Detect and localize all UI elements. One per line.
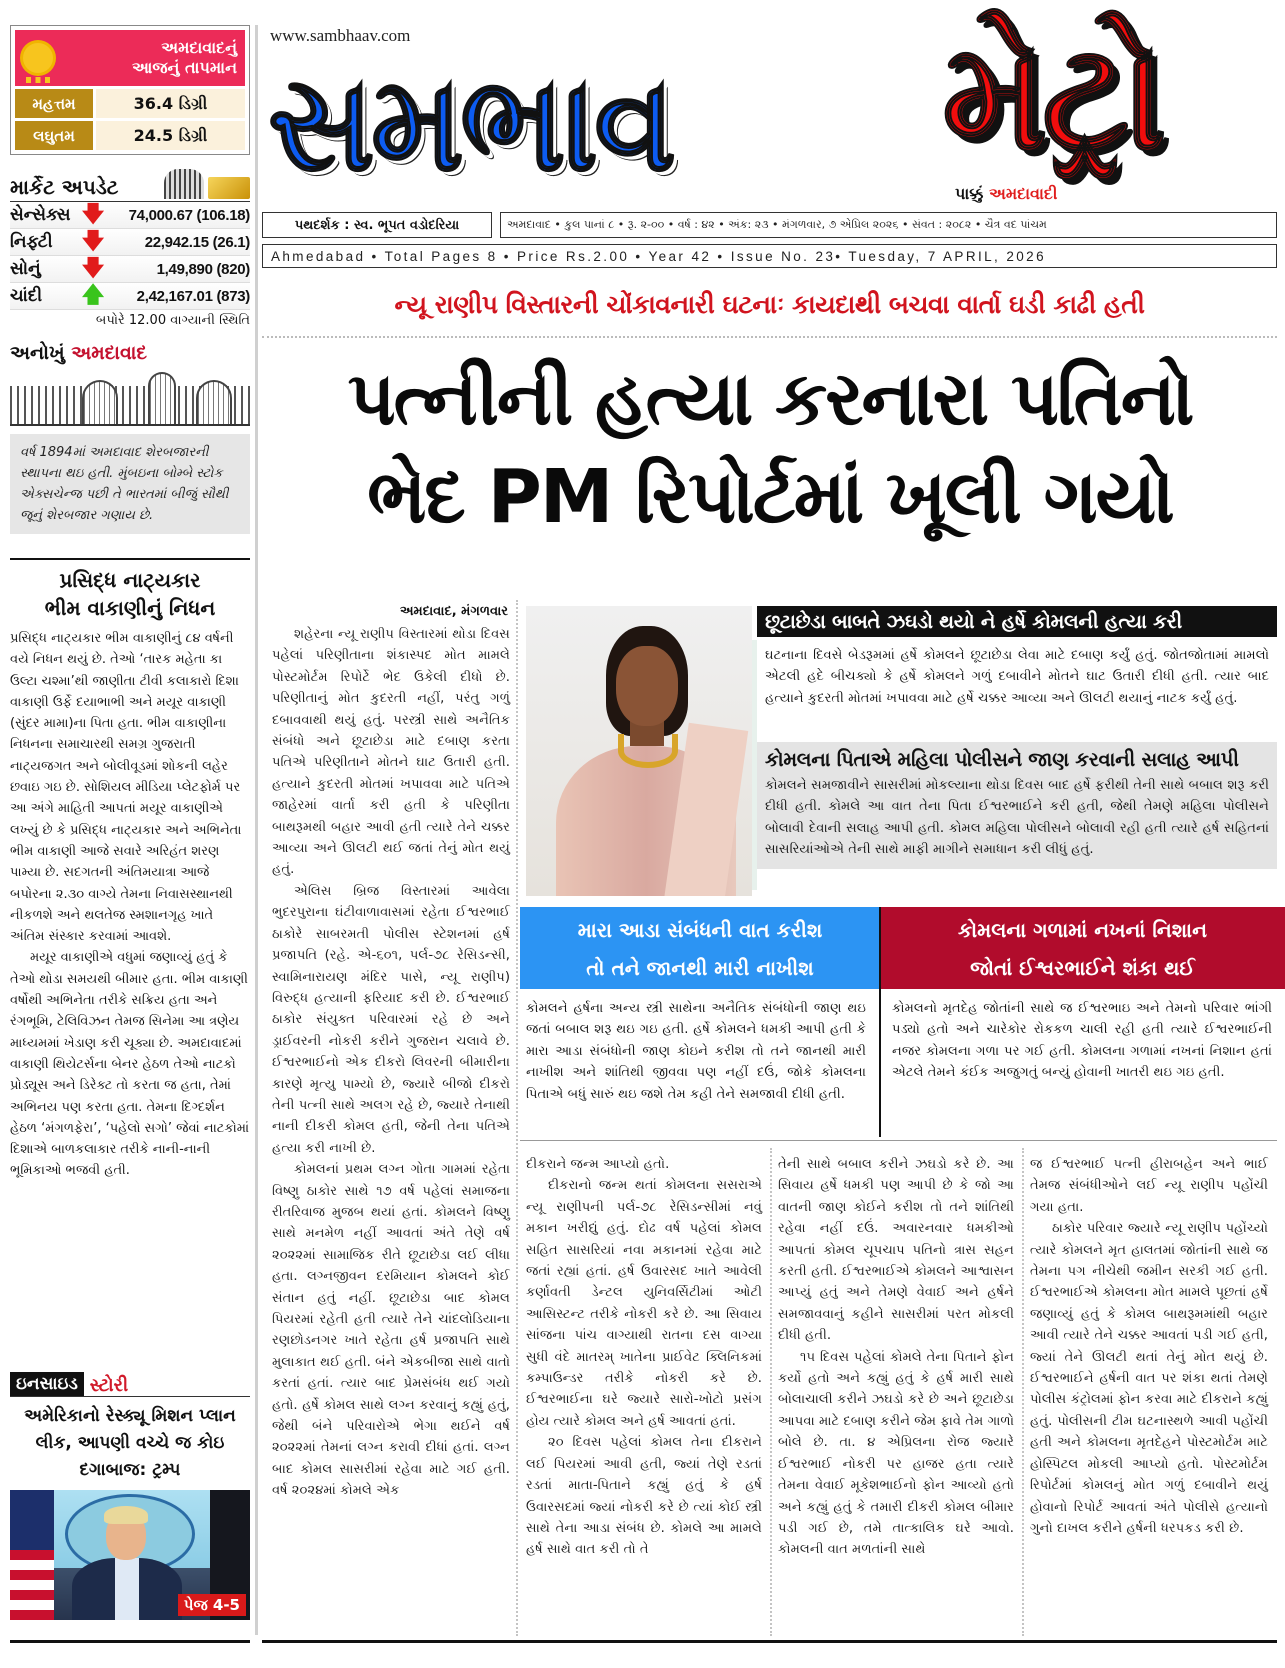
- weather-header: [15, 30, 245, 86]
- market-value: 2,42,167.01 (873): [136, 287, 250, 305]
- obituary-article: [10, 558, 250, 1182]
- max-temp-value: 36.4 ડિગ્રી: [96, 89, 245, 118]
- market-row-nifty: [10, 229, 250, 256]
- market-value: 22,942.15 (26.1): [144, 233, 250, 251]
- box-c-heading-line1: મારા આડા સંબંધની વાત કરીશ: [577, 918, 823, 942]
- box-b-heading: કોમલના પિતાએ મહિલા પોલીસને જાણ કરવાની સલાહ આપી: [765, 748, 1239, 771]
- horizontal-divider: [520, 1140, 1277, 1141]
- column-divider: [1022, 1148, 1024, 1636]
- weather-row-min: [15, 121, 245, 150]
- stock-exchange-building-icon: [164, 169, 204, 199]
- left-sidebar: [10, 25, 250, 1182]
- weather-title-line2: આજનું તાપમાન: [131, 58, 237, 77]
- min-temp-label: લઘુતમ: [15, 121, 93, 150]
- box-b-text: કોમલને સમજાવીને સાસરીમાં મોકલ્યાના થોડા દિવસ બાદ હર્ષે ફરીથી તેની સાથે બબાલ શરૂ કરી દીધી હતી. કોમલે આ વાત તેના પિતા ઈશ્વરભાઈને કરી હતી, જેથી તેમણે મહિલા પોલીસને બોલાવી દેવાની સલાહ આપી હતી. કોમલ મહિલા પોલીસને બોલાવી રહી હતી ત્યારે હર્ષ સહિતનાં સાસરિયાંઓએ તેની સાથે માફી માગીને સમાધાન કરી લીધું હતું.: [765, 778, 1269, 858]
- market-update: [10, 169, 250, 328]
- article-paragraph: એલિસ બ્રિજ વિસ્તારમાં આવેલા ભુદરપુરાના ઘંટીવાળાવાસમાં રહેતા ઈશ્વરભાઈ ઠાકોરે સાબરમતી પોલીસ સ્ટેશનમાં હર્ષ પ્રજાપતિ (રહે. એ-૬૦૧, પર્લ-૭૮ રેસિડન્સી, સ્વામિનારાયણ મંદિર પાસે, ન્યૂ રાણીપ) વિરુદ્ધ હત્યાની ફરિયાદ કરી છે. ઈશ્વરભાઈ ઠાકોર સંયુક્ત પરિવારમાં રહે છે અને ડ્રાઈવરની નોકરી કરીને ગુજરાન ચલાવે છે. ઈશ્વરભાઈનો એક દીકરો લિવરની બીમારીના કારણે મૃત્યુ પામ્યો છે, જ્યારે બીજો દીકરો તેની પત્ની સાથે અલગ રહે છે, જ્યારે તેનાથી નાની દીકરી કોમલ હતી, જેની તેના પતિએ હત્યા કરી નાખી છે.: [272, 883, 510, 1156]
- main-headline: [270, 350, 1270, 546]
- market-header: [10, 169, 250, 202]
- arrow-up-icon: 🡅: [81, 283, 105, 308]
- skyline-dome: [82, 380, 118, 424]
- article-paragraph: તેની સાથે બબાલ કરીને ઝઘડો કરે છે. આ સિવાય હર્ષે ધમકી પણ આપી છે કે જો આ વાતની જાણ કોઈને કરીશ તો તને શાંતિથી રહેવા નહીં દઉં. અવારનવાર ધમકીઓ આપતાં કોમલ ચૂપચાપ પતિનો ત્રાસ સહન કરતી હતી. ઈશ્વરભાઈએ કોમલને આશ્વાસન આપ્યું હતું અને તેમણે વેવાઈ અને હર્ષને સમજાવવાનું કહીને સાસરીમાં પરત મોકલી દીધી હતી.: [778, 1157, 1014, 1344]
- anokhu-title-black: અનોખું: [10, 342, 65, 364]
- market-row-silver: [10, 283, 250, 310]
- arrow-down-icon: 🡇: [81, 229, 105, 254]
- market-title: માર્કેટ અપડેટ: [10, 175, 119, 199]
- weather-row-max: [15, 89, 245, 118]
- obituary-title-line2: ભીમ વાકાણીનું નિધન: [44, 596, 216, 620]
- gujarati-edition-info: અમદાવાદ • કુલ પાનાં ૮ • રૂ. ૨-૦૦ • વર્ષ : ૪૨ • અંક: ૨૩ • મંગળવાર, ૭ એપ્રિલ ૨૦૨૬ • સંવત : ૨૦૮૨ • ચૈત્ર વદ પાંચમ: [500, 212, 1277, 238]
- publisher-credit: પથદર્શક : સ્વ. ભૂપત વડોદરિયા: [262, 212, 492, 238]
- box-a-text: ઘટનાના દિવસે બેડરૂમમાં હર્ષે કોમલને છૂટાછેડા લેવા માટે દબાણ કર્યું હતું. જોતજોતામાં મામલો એટલી હદે બીચક્યો કે હર્ષે કોમલને ગળું દબાવીને મોતને ઘાટ ઉતારી દીધી હતી. ત્યાર બાદ હત્યાને કુદરતી મોતમાં ખપાવવા માટે હર્ષે ચક્કર આવ્યા અને ઊલટી થયાનું નાટક કર્યું હતું.: [765, 648, 1269, 706]
- max-temp-label: મહત્તમ: [15, 89, 93, 118]
- article-paragraph: કોમલનાં પ્રથમ લગ્ન ગોતા ગામમાં રહેતા વિષ્ણુ ઠાકોર સાથે ૧૭ વર્ષ પહેલાં સમાજના રીતરિવાજ મુજબ થયાં હતાં. કોમલને વિષ્ણુ સાથે મનમેળ નહીં આવતાં અંતે તેણે વર્ષ ૨૦૨૨માં સામાજિક રીતે છૂટાછેડા લઈ લીધા હતા. લગ્નજીવન દરમિયાન કોમલને કોઈ સંતાન હતું નહીં. છૂટાછેડા બાદ કોમલ પિયરમાં રહેતી હતી ત્યારે તેને ચાંદલોડિયાના રણછોડનગર ખાતે રહેતા હર્ષ પ્રજાપતિ સાથે મુલાકાત થઈ હતી. બંને એકબીજા સાથે વાતો કરતાં હતાં. ત્યાર બાદ પ્રેમસંબંધ થઈ ગયો હતો. હર્ષે કોમલ સાથે લગ્ન કરવાનું કહ્યું હતું, જેથી બંને પરિવારોએ ભેગા થઈને વર્ષ ૨૦૨૨માં તેમનાં લગ્ન કરાવી દીધાં હતાં. લગ્ન બાદ કોમલ સાસરીમાં રહેવા માટે ગઈ હતી. વર્ષ ૨૦૨૪માં કોમલે એક: [272, 1162, 510, 1499]
- anokhu-title-red: અમદાવાદ: [71, 342, 148, 364]
- box-divider: [879, 907, 881, 1137]
- logo-tagline: [952, 184, 1060, 204]
- arrow-down-icon: 🡇: [81, 202, 105, 227]
- column-divider: [255, 25, 258, 1635]
- dateline: અમદાવાદ, મંગળવાર: [399, 604, 508, 619]
- article-paragraph: ૧૫ દિવસ પહેલાં કોમલે તેના પિતાને ફોન કર્યો હતો અને કહ્યું હતું કે હર્ષ મારી સાથે બોલાચાલી કરીને ઝઘડો કરે છે અને છૂટાછેડા આપવા માટે દબાણ કરીને જેમ ફાવે તેમ ગાળો બોલે છે. તા. ૪ એપ્રિલના રોજ જ્યારે ઈશ્વરભાઈ નોકરી પર હાજર હતા ત્યારે તેમના વેવાઈ મૂકેશભાઈનો ફોન આવ્યો હતો અને કહ્યું હતું કે તમારી દીકરી કોમલ બીમાર પડી ગઈ છે, તમે તાત્કાલિક ઘરે આવો. કોમલની વાત મળતાંની સાથે: [778, 1349, 1014, 1558]
- us-flag-image: [10, 1490, 54, 1620]
- page-reference-badge: પેજ 4-5: [178, 1594, 246, 1616]
- skyline-dome: [196, 380, 232, 424]
- obituary-body: [10, 628, 250, 1182]
- inside-story-tag: [10, 1372, 250, 1397]
- obituary-title: [10, 566, 250, 622]
- box-d-text: કોમલનો મૃતદેહ જોતાંની સાથે જ ઈશ્વરભાઇ અને તેમનો પરિવાર ભાંગી પડ્યો હતો અને ચારેકોર રોકકળ ચાલી રહી હતી ત્યારે ઈશ્વરભાઈની નજર કોમલના ગળા પર ગઈ હતી. કોમલના ગળામાં નખનાં નિશાન હતાં એટલે તેમને કંઈક અજુગતું બન્યું હોવાની ખાતરી થઇ ગઇ હતી.: [892, 1001, 1272, 1081]
- article-paragraph: દીકરાને જન્મ આપ્યો હતો.: [526, 1157, 670, 1172]
- photo-face: [616, 646, 678, 726]
- article-paragraph: જ ઈશ્વરભાઈ પત્ની હીરાબહેન અને ભાઈ તેમજ સંબંધીઓને લઈ ન્યૂ રાણીપ પહોંચી ગયા હતા.: [1030, 1157, 1268, 1215]
- market-name: ચાંદી: [10, 286, 43, 306]
- market-row-sensex: [10, 202, 250, 229]
- tagline-red: અમદાવાદી: [988, 184, 1058, 203]
- inside-story-title[interactable]: અમેરિકાનો રેસ્ક્યૂ મિશન પ્લાન લીક, આપણી વચ્ચે જ કોઇ દગાબાજ: ટ્રમ્પ: [24, 1406, 236, 1480]
- obituary-title-line1: પ્રસિદ્ધ નાટ્યકાર: [59, 568, 201, 592]
- tagline-black: પાક્કું: [955, 184, 984, 203]
- obituary-paragraph: પ્રસિદ્ધ નાટ્યકાર ભીમ વાકાણીનું ૮૪ વર્ષની વયે નિધન થયું છે. તેઓ ‘તારક મહેતા કા ઉલ્ટા ચશ્મા’થી જાણીતા ટીવી કલાકારો દિશા વાકાણી ઉર્ફે દયાભાભી અને મયૂર વાકાણી (સુંદર મામા)ના પિતા હતા. ભીમ વાકાણીના નિધનના સમાચારથી સમગ્ર ગુજરાતી નાટ્યજગત અને બોલીવૂડમાં શોકની લહેર છવાઇ ગઇ છે. સોશિયલ મીડિયા પ્લેટફોર્મ પર આ અંગે માહિતી આપતાં મયૂર વાકાણીએ લખ્યું છે કે પ્રસિદ્ધ નાટ્યકાર અને અભિનેતા ભીમ વાકાણી આજે સવારે અરિહંત શરણ પામ્યા છે. સદગતની અંતિમયાત્રા આજે બપોરના ૨.૩૦ વાગ્યે તેમના નિવાસસ્થાનથી નીકળશે અને થલતેજ સ્મશાનગૃહ ખાતે અંતિમ સંસ્કાર કરવામાં આવશે.: [10, 631, 242, 945]
- person-shirt: [115, 1558, 139, 1620]
- photo-necklace: [618, 734, 678, 768]
- market-art: [164, 169, 250, 199]
- market-note: બપોરે 12.00 વાગ્યાની સ્થિતિ: [95, 313, 250, 328]
- sidebar-box-divorce-dispute: [757, 606, 1277, 717]
- person-hair: [104, 1506, 148, 1524]
- newspaper-logo: સમભાવ: [268, 47, 673, 201]
- anokhu-amdavad: [10, 342, 250, 534]
- min-temp-value: 24.5 ડિગ્રી: [96, 121, 245, 150]
- box-d-banner: [880, 907, 1285, 989]
- headline-line2: ભેદ PM રિપોર્ટમાં ખૂલી ગયો: [367, 454, 1173, 540]
- victim-photo: [526, 606, 752, 896]
- article-column-4: [1030, 1154, 1268, 1539]
- dotted-divider: [262, 336, 1277, 338]
- article-paragraph: ૨૦ દિવસ પહેલાં કોમલ તેના દીકરાને લઈ પિયરમાં આવી હતી, જ્યાં તેણે રડતાં રડતાં માતા-પિતાને કહ્યું હતું કે હર્ષ ઉવારસદમાં જ્યાં નોકરી કરે છે ત્યાં કોઈ સ્ત્રી સાથે તેના આડા સંબંધ છે. કોમલે આ મામલે હર્ષ સાથે વાત કરી તો તે: [526, 1435, 762, 1558]
- article-paragraph: દીકરાનો જન્મ થતાં કોમલના સસરાએ ન્યૂ રાણીપની પર્લ-૭૮ રેસિડન્સીમાં નવું મકાન ખરીદ્યું હતું. દોઢ વર્ષ પહેલાં કોમલ સહિત સાસરિયાં નવા મકાનમાં રહેવા માટે જતાં રહ્યાં હતાં. હર્ષ ઉવારસદ ખાતે આવેલી કર્ણાવતી ડેન્ટલ યુનિવર્સિટીમાં ઓટી આસિસ્ટન્ટ તરીકે નોકરી કરે છે. આ સિવાય સાંજના પાંચ વાગ્યાથી રાતના દસ વાગ્યા સુધી વંદે માતરમ્ ખાતેના પ્રાઈવેટ ક્લિનિકમાં કમ્પાઉન્ડર તરીકે નોકરી કરે છે. ઈશ્વરભાઈના ઘરે જ્યારે સારો-ખોટો પ્રસંગ હોય ત્યારે કોમલ અને હર્ષ આવતાં હતાં.: [526, 1178, 762, 1429]
- inside-tag-black: ઇનસાઇડ: [10, 1372, 84, 1396]
- gold-bars-icon: [208, 177, 250, 199]
- english-edition-info: Ahmedabad • Total Pages 8 • Price Rs.2.00 • Year 42 • Issue No. 23• Tuesday, 7 APRIL, 2026: [262, 244, 1277, 268]
- inside-story-photo: [10, 1490, 250, 1620]
- article-paragraph: શહેરના ન્યૂ રાણીપ વિસ્તારમાં થોડા દિવસ પહેલાં પરિણીતાના શંકાસ્પદ મોત મામલે પોસ્ટમોર્ટમ રિપોર્ટે ભેદ ઉકેલી દીધો છે. પરિણીતાનું મોત કુદરતી નહીં, પરંતુ ગળું દબાવવાથી થયું હતું. પરસ્ત્રી સાથે અનૈતિક સંબંધો અને છૂટાછેડા માટે દબાણ કરતા પતિએ પરિણીતાને મોતને ઘાટ ઉતારી હતી. હત્યાને કુદરતી મોતમાં ખપાવવા માટે પતિએ જાહેરમાં વાર્તા કરી હતી કે પરિણીતા બાથરૂમથી બહાર આવી હતી ત્યારે તેને ચક્કર આવ્યા અને ઊલટી થઈ જતાં તેનું મોત થયું હતું.: [272, 627, 510, 878]
- market-name: સેન્સેક્સ: [10, 205, 71, 225]
- sidebar-box-father-advice: [757, 742, 1277, 869]
- metro-logo: મેટ્રો: [942, 10, 1161, 184]
- sidebar-bottom-rule: [10, 1640, 250, 1643]
- edition-info-row: [262, 212, 1277, 238]
- story-kicker: ન્યૂ રાણીપ વિસ્તારની ચોંકાવનારી ઘટનાઃ કાયદાથી બચવા વાર્તા ઘડી કાઢી હતી: [394, 290, 1145, 319]
- website-url[interactable]: www.sambhaav.com: [270, 26, 411, 45]
- article-column-2: [526, 1154, 762, 1561]
- box-c-banner: [520, 907, 880, 989]
- box-c-text: કોમલને હર્ષના અન્ય સ્ત્રી સાથેના અનૈતિક સંબંધોની જાણ થઇ જતાં બબાલ શરૂ થઇ ગઇ હતી. હર્ષે કોમલને ધમકી આપી હતી કે મારા આડા સંબંધોની જાણ કોઇને કરીશ તો તને જાનથી મારી નાખીશ અને શાંતિથી જીવવા પણ નહીં દઉં, જોકે કોમલના પિતાએ બધું સારું થઇ જશે તેમ કહી તેને સમજાવી દીધી હતી.: [526, 1001, 866, 1102]
- market-name: સોનું: [10, 259, 41, 279]
- market-value: 74,000.67 (106.18): [128, 206, 250, 224]
- masthead: [262, 10, 1277, 207]
- anokhu-title: [10, 342, 250, 364]
- article-paragraph: ઠાકોર પરિવાર જ્યારે ન્યૂ રાણીપ પહોંચ્યો ત્યારે કોમલને મૃત હાલતમાં જોતાંની સાથે જ તેમના પગ નીચેથી જમીન સરકી ગઈ હતી. ઈશ્વરભાઈએ કોમલના મોત મામલે પૂછતાં હર્ષે જણાવ્યું હતું કે કોમલ બાથરૂમમાંથી બહાર આવી ત્યારે તેને ચક્કર આવતાં પડી ગઈ હતી, જ્યાં તેને ઊલટી થતાં તેનું મોત થયું છે. ઈશ્વરભાઈને હર્ષની વાત પર શંકા થતાં તેમણે પોલીસ કંટ્રોલમાં ફોન કરવા માટે દીકરાને કહ્યું હતું. પોલીસની ટીમ ઘટનાસ્થળે આવી પહોંચી હતી અને કોમલના મૃતદેહને પોસ્ટમોર્ટમ માટે હોસ્પિટલ મોકલી આપ્યો હતો. પોસ્ટમોર્ટમ રિપોર્ટમાં કોમલનું મોત ગળું દબાવીને થયું હોવાનો રિપોર્ટ આવતાં અંતે પોલીસે હત્યાનો ગુનો દાખલ કરીને હર્ષની ધરપકડ કરી છે.: [1030, 1221, 1268, 1536]
- weather-box: [10, 25, 250, 155]
- sun-icon: [23, 43, 53, 73]
- box-d-heading-line1: કોમલના ગળામાં નખનાં નિશાન: [958, 918, 1207, 942]
- column-divider: [516, 600, 518, 1636]
- box-d-heading-line2: જોતાં ઈશ્વરભાઈને શંકા થઈ: [970, 956, 1195, 980]
- arrow-down-icon: 🡇: [81, 256, 105, 281]
- market-value: 1,49,890 (820): [156, 260, 250, 278]
- inside-tag-red: સ્ટોરી: [89, 1375, 129, 1396]
- page-bottom-rule: [262, 1640, 1277, 1643]
- headline-line1: પત્નીની હત્યા કરનારા પતિનો: [347, 356, 1193, 442]
- box-c-heading-line2: તો તને જાનથી મારી નાખીશ: [586, 956, 814, 980]
- skyline-tower: [148, 372, 176, 424]
- box-a-heading: છૂટાછેડા બાબતે ઝઘડો થયો ને હર્ષે કોમલની હત્યા કરી: [757, 606, 1277, 637]
- weather-title: [73, 38, 237, 78]
- article-column-1: [272, 624, 510, 1502]
- inside-story[interactable]: [10, 1372, 250, 1620]
- market-row-gold: [10, 256, 250, 283]
- weather-title-line1: અમદાવાદનું: [161, 38, 237, 57]
- ahmedabad-skyline-illustration: [10, 368, 250, 426]
- article-column-3: [778, 1154, 1014, 1561]
- obituary-paragraph: મયૂર વાકાણીએ વધુમાં જણાવ્યું હતું કે તેઓ થોડા સમયથી બીમાર હતા. ભીમ વાકાણી વર્ષોથી અભિનેતા તરીકે સક્રિય હતા અને રંગભૂમિ, ટેલિવિઝન તેમજ સિનેમા આ ત્રણેય માધ્યમમાં ખેડાણ કરી ચૂક્યા છે. અમદાવાદમાં વાકાણી થિયેટર્સના બેનર હેઠળ તેઓ નાટકો પ્રોડ્યૂસ અને ડિરેક્ટ તો કરતા જ હતા, તેમાં અભિનય પણ કરતા હતા. તેમના દિગ્દર્શન હેઠળ ‘મંગળફેરા’, ‘પહેલો સગો’ જેવાં નાટકોમાં દિશાએ બાળકલાકાર તરીકે નાની-નાની ભૂમિકાઓ ભજવી હતી.: [10, 950, 250, 1179]
- anokhu-text: વર્ષ 1894માં અમદાવાદ શેરબજારની સ્થાપના થઇ હતી. મુંબઇના બોમ્બે સ્ટોક એક્સચેન્જ પછી તે ભારતમાં બીજું સૌથી જૂનું શેરબજાર ગણાય છે.: [10, 434, 250, 534]
- market-name: નિફ્ટી: [10, 232, 53, 252]
- column-divider: [770, 1148, 772, 1636]
